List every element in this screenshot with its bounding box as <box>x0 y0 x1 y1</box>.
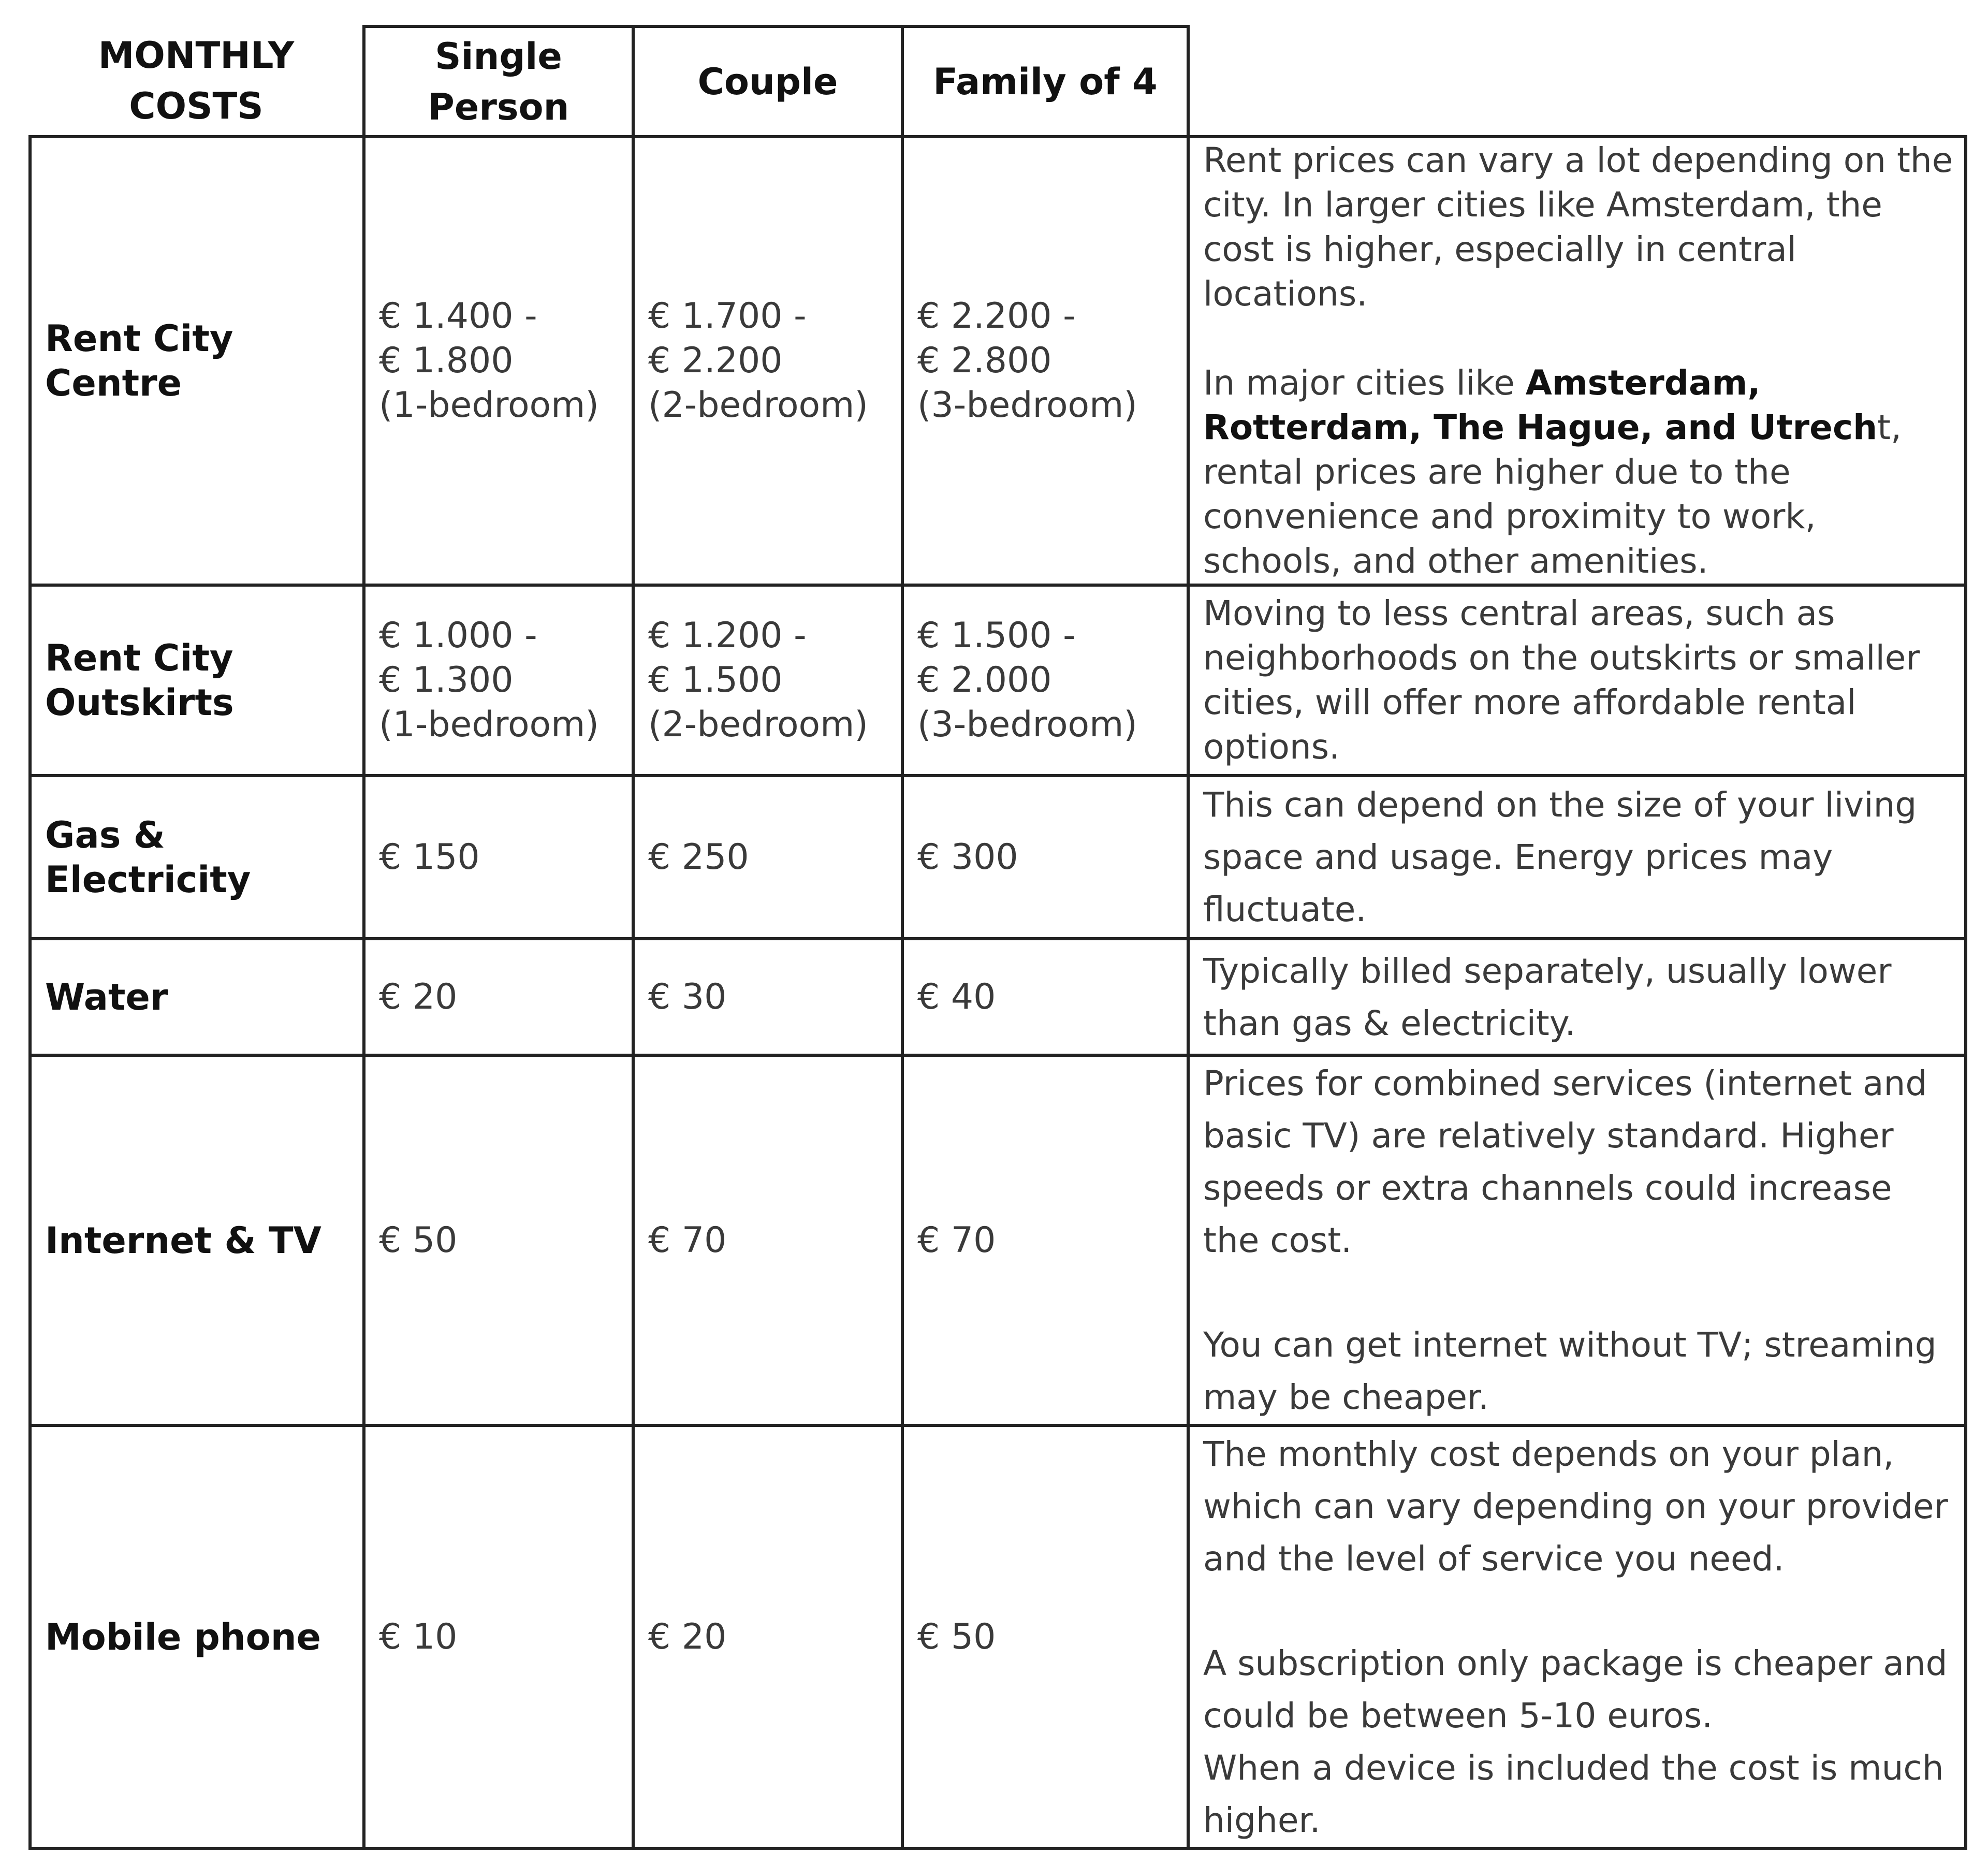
note-paragraph: A subscription only package is cheaper and could be between 5-10 euros. <box>1203 1643 1948 1736</box>
table-row-mobile-phone <box>30 1425 1966 1848</box>
cell-water-single: € 20 <box>364 939 633 1055</box>
note-internet-tv <box>1188 1055 1966 1425</box>
cell-internet-single: € 50 <box>364 1055 633 1425</box>
row-label-gas-electricity: Gas & Electricity <box>30 776 364 939</box>
header-row <box>30 26 1966 137</box>
cell-gas-single: € 150 <box>364 776 633 939</box>
cell-water-family: € 40 <box>902 939 1188 1055</box>
table-row-rent-city-centre <box>30 137 1966 585</box>
row-label-mobile-phone: Mobile phone <box>30 1425 364 1848</box>
cell-mobile-family: € 50 <box>902 1425 1188 1848</box>
table-row-rent-city-outskirts <box>30 585 1966 776</box>
note-mobile-phone <box>1188 1425 1966 1848</box>
cell-mobile-couple: € 20 <box>633 1425 902 1848</box>
row-label-rent-city-centre: Rent City Centre <box>30 137 364 585</box>
header-couple: Couple <box>633 26 902 137</box>
table-row-gas-electricity <box>30 776 1966 939</box>
note-paragraph: Prices for combined services (internet and basic TV) are relatively standard. Higher speeds or extra channels could increase the cost. <box>1203 1064 1927 1260</box>
note-paragraph: The monthly cost depends on your plan, which can vary depending on your provider and the level of service you need. <box>1203 1434 1948 1579</box>
note-rent-city-outskirts: Moving to less central areas, such as neighborhoods on the outskirts or smaller cities, will offer more affordable rental options. <box>1188 585 1966 776</box>
table-row-water <box>30 939 1966 1055</box>
header-monthly-costs: MONTHLY COSTS <box>30 26 364 137</box>
note-bold-cities: Amsterdam, Rotterdam, The Hague, and Utrech <box>1203 363 1878 447</box>
note-water: Typically billed separately, usually lower than gas & electricity. <box>1188 939 1966 1055</box>
row-label-water: Water <box>30 939 364 1055</box>
note-paragraph: Rent prices can vary a lot depending on the city. In larger cities like Amsterdam, the cost is higher, especially in central locations. <box>1203 140 1953 314</box>
cell-gas-family: € 300 <box>902 776 1188 939</box>
cell-rent-outskirts-couple: € 1.200 - € 1.500 (2-bedroom) <box>633 585 902 776</box>
cell-rent-centre-family: € 2.200 - € 2.800 (3-bedroom) <box>902 137 1188 585</box>
cell-gas-couple: € 250 <box>633 776 902 939</box>
row-label-internet-tv: Internet & TV <box>30 1055 364 1425</box>
cell-water-couple: € 30 <box>633 939 902 1055</box>
cell-rent-centre-single: € 1.400 - € 1.800 (1-bedroom) <box>364 137 633 585</box>
header-notes-blank <box>1188 26 1966 137</box>
note-paragraph: When a device is included the cost is much higher. <box>1203 1747 1944 1840</box>
note-gas-electricity: This can depend on the size of your living space and usage. Energy prices may fluctuate. <box>1188 776 1966 939</box>
cell-rent-centre-couple: € 1.700 - € 2.200 (2-bedroom) <box>633 137 902 585</box>
cell-rent-outskirts-single: € 1.000 - € 1.300 (1-bedroom) <box>364 585 633 776</box>
note-rent-city-centre <box>1188 137 1966 585</box>
note-paragraph: In major cities like Amsterdam, Rotterdam, The Hague, and Utrecht, rental prices are higher due to the convenience and proximity to work, schools, and other amenities. <box>1203 363 1902 581</box>
monthly-costs-table <box>28 25 1967 1850</box>
cell-internet-family: € 70 <box>902 1055 1188 1425</box>
header-family-of-4: Family of 4 <box>902 26 1188 137</box>
cell-mobile-single: € 10 <box>364 1425 633 1848</box>
note-paragraph: You can get internet without TV; streaming may be cheaper. <box>1203 1325 1937 1417</box>
cell-rent-outskirts-family: € 1.500 - € 2.000 (3-bedroom) <box>902 585 1188 776</box>
row-label-rent-city-outskirts: Rent City Outskirts <box>30 585 364 776</box>
header-single-person: Single Person <box>364 26 633 137</box>
cell-internet-couple: € 70 <box>633 1055 902 1425</box>
table-row-internet-tv <box>30 1055 1966 1425</box>
